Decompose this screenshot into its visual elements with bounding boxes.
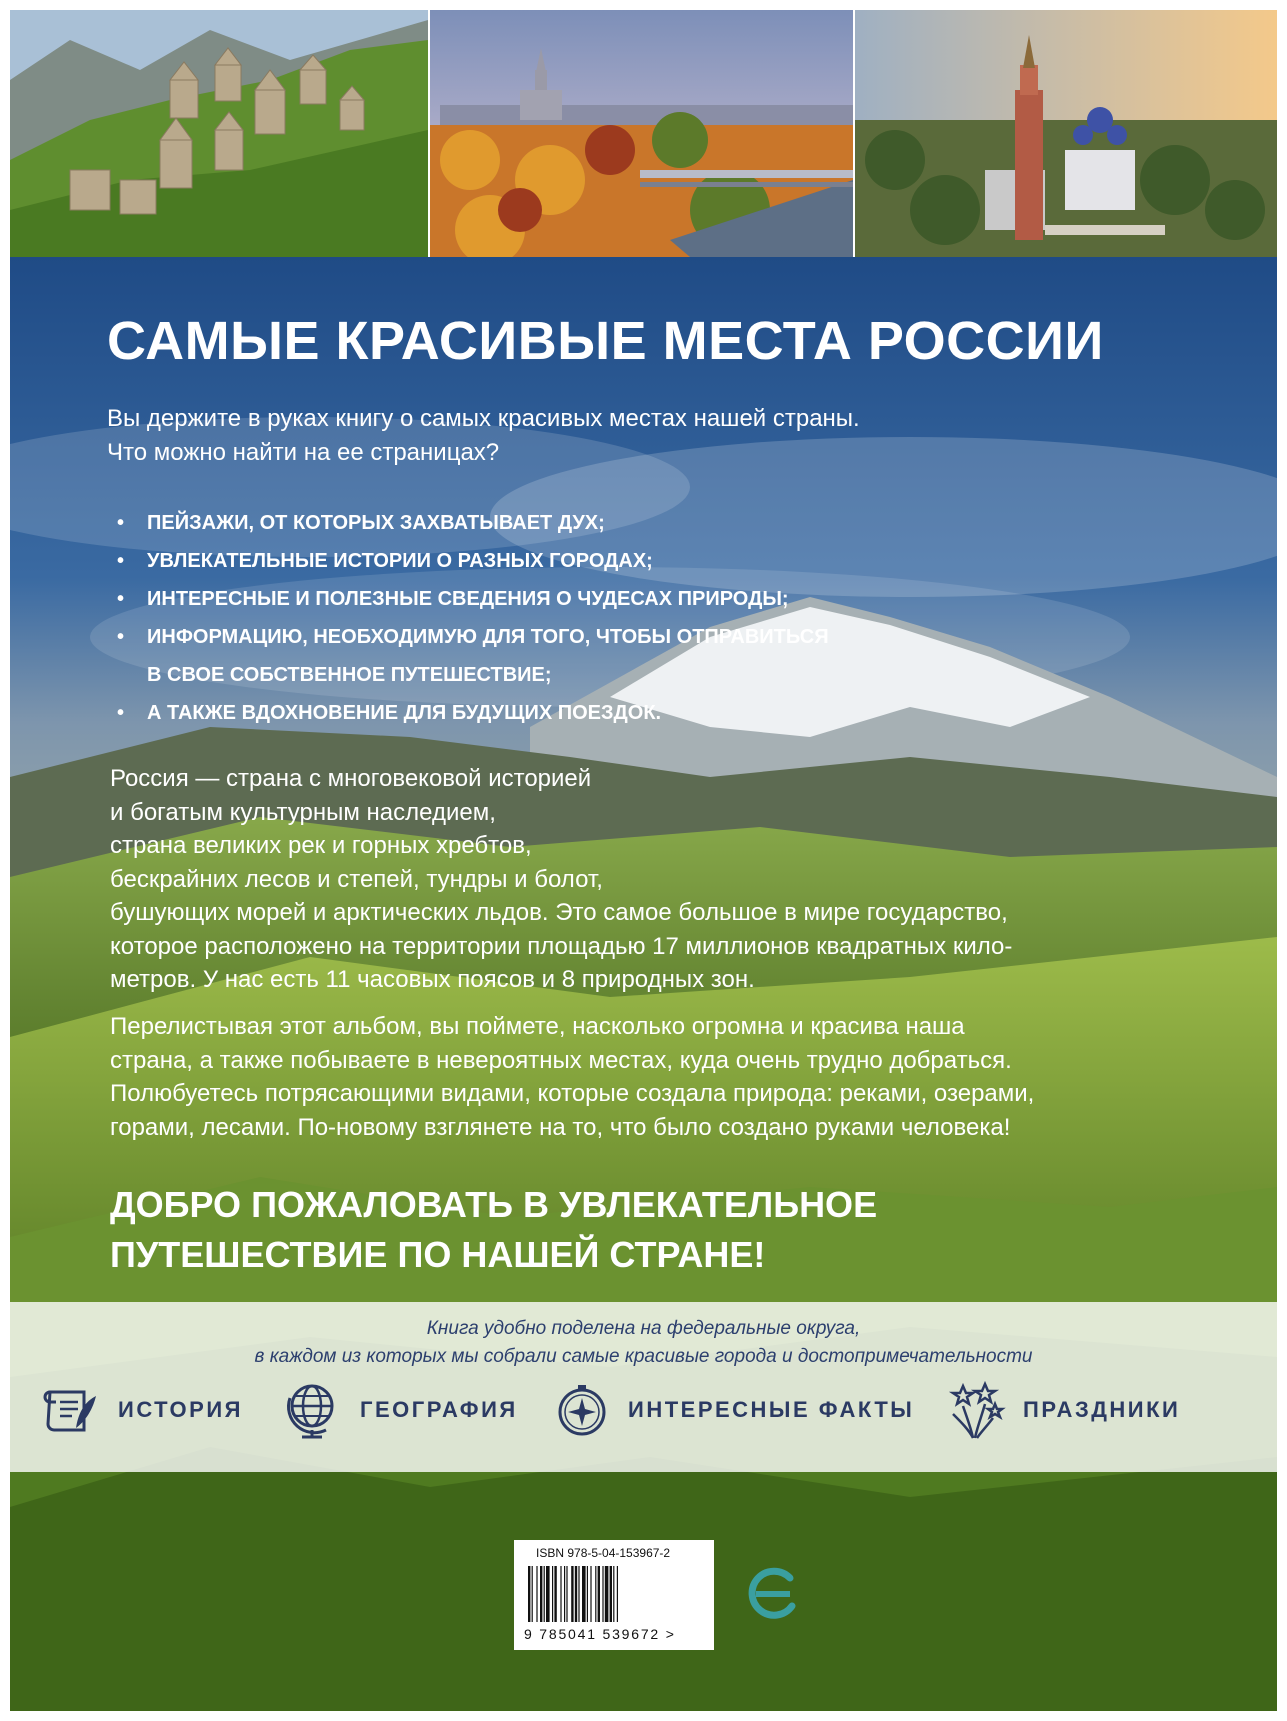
cover-title: САМЫЕ КРАСИВЫЕ МЕСТА РОССИИ (107, 311, 1104, 371)
barcode-bar (587, 1566, 588, 1622)
list-item: • ИНФОРМАЦИЮ, НЕОБХОДИМУЮ ДЛЯ ТОГО, ЧТОБЫ ОТПРАВИТЬСЯ В СВОЕ СОБСТВЕННОЕ ПУТЕШЕСТВИЕ; (107, 618, 1107, 694)
barcode-bar (582, 1566, 586, 1622)
category-history (40, 1375, 243, 1445)
category-label: ПРАЗДНИКИ (1023, 1397, 1181, 1422)
intro-line: Вы держите в руках книгу о самых красивых местах нашей страны. (107, 405, 860, 432)
paragraph-russia (110, 762, 1170, 997)
barcode-bar (532, 1566, 533, 1622)
barcode-bars (528, 1566, 700, 1622)
barcode-bar (617, 1566, 618, 1622)
category-geography (282, 1375, 518, 1445)
paragraph-line: страна великих рек и горных хребтов, (110, 832, 532, 859)
eksmo-logo-icon (742, 1558, 802, 1630)
barcode-bar (546, 1566, 550, 1622)
barcode-bar (552, 1566, 553, 1622)
photo-moscow-autumn (430, 10, 853, 257)
barcode-bar (564, 1566, 565, 1622)
compass-icon (550, 1378, 614, 1442)
paragraph-line: бушующих морей и арктических льдов. Это самое большое в мире государство, (110, 899, 1008, 926)
intro-text (107, 402, 1007, 470)
barcode-bar (605, 1566, 609, 1622)
paragraph-line: бескрайних лесов и степей, тундры и болот, (110, 865, 603, 893)
paragraph-album (110, 1010, 1170, 1144)
fireworks-icon (945, 1378, 1009, 1442)
paragraph-line: Россия — страна с многовековой историей (110, 765, 592, 792)
barcode-bar (575, 1566, 577, 1622)
feature-list (107, 504, 1107, 732)
barcode-digits: 9 785041 539672 > (524, 1626, 676, 1642)
paragraph-line: страна, а также побываете в невероятных местах, куда очень трудно добраться. (110, 1046, 1012, 1074)
barcode-bar (554, 1566, 556, 1622)
book-back-cover (10, 10, 1277, 1711)
bullet-dot: • (117, 588, 125, 610)
barcode-bar (560, 1566, 561, 1622)
barcode-bar (540, 1566, 542, 1622)
paragraph-line: метров. У нас есть 11 часовых поясов и 8 природных зон. (110, 966, 755, 993)
welcome-line: ДОБРО ПОЖАЛОВАТЬ В УВЛЕКАТЕЛЬНОЕ (110, 1184, 878, 1225)
intro-line: Что можно найти на ее страницах? (107, 439, 500, 466)
barcode-bar (602, 1566, 603, 1622)
barcode-bar (598, 1566, 600, 1622)
barcode-bar (566, 1566, 567, 1622)
paragraph-line: и богатым культурным наследием, (110, 798, 496, 826)
paragraph-line: горами, лесами. По-новому взглянете на то, что было создано руками человека! (110, 1113, 1011, 1141)
list-item: • ПЕЙЗАЖИ, ОТ КОТОРЫХ ЗАХВАТЫВАЕТ ДУХ; (107, 504, 1107, 542)
list-item: • А ТАКЖЕ ВДОХНОВЕНИЕ ДЛЯ БУДУЩИХ ПОЕЗДОК. (107, 694, 1107, 732)
bullet-dot: • (117, 702, 125, 724)
category-label: ИНТЕРЕСНЫЕ ФАКТЫ (628, 1397, 915, 1422)
note-line: Книга удобно поделена на федеральные округа, (426, 1318, 861, 1339)
barcode-bar (595, 1566, 596, 1622)
welcome-heading (110, 1180, 877, 1280)
barcode-bar (590, 1566, 591, 1622)
list-item: • УВЛЕКАТЕЛЬНЫЕ ИСТОРИИ О РАЗНЫХ ГОРОДАХ; (107, 542, 1107, 580)
scroll-quill-icon (40, 1378, 104, 1442)
globe-icon (282, 1378, 346, 1442)
barcode-bar (578, 1566, 579, 1622)
band-note (10, 1315, 1277, 1371)
barcode-bar (613, 1566, 614, 1622)
paragraph-line: Перелистывая этот альбом, вы поймете, насколько огромна и красива наша (110, 1013, 965, 1040)
bullet-dot: • (117, 550, 125, 572)
photo-monastery-sunrise (855, 10, 1277, 257)
category-label: ИСТОРИЯ (118, 1397, 243, 1422)
barcode-bar (528, 1566, 530, 1622)
barcode-bar (610, 1566, 612, 1622)
isbn-label: ISBN 978-5-04-153967-2 (536, 1546, 671, 1560)
list-item: • ИНТЕРЕСНЫЕ И ПОЛЕЗНЫЕ СВЕДЕНИЯ О ЧУДЕСАХ ПРИРОДЫ; (107, 580, 1107, 618)
category-label: ГЕОГРАФИЯ (360, 1397, 518, 1422)
photo-mountain-village (10, 10, 428, 257)
bullet-dot: • (117, 512, 125, 534)
welcome-line: ПУТЕШЕСТВИЕ ПО НАШЕЙ СТРАНЕ! (110, 1234, 766, 1275)
barcode-bar (571, 1566, 573, 1622)
note-line: в каждом из которых мы собрали самые красивые города и достопримечательности (254, 1346, 1033, 1367)
category-interesting-facts (550, 1375, 914, 1445)
barcode-bar (544, 1566, 545, 1622)
paragraph-line: которое расположено на территории площадью 17 миллионов квадратных кило- (110, 932, 1013, 960)
barcode-bar (536, 1566, 537, 1622)
bullet-dot: • (117, 626, 125, 648)
paragraph-line: Полюбуетесь потрясающими видами, которые создала природа: реками, озерами, (110, 1080, 1035, 1107)
isbn-barcode (514, 1540, 714, 1650)
category-holidays (945, 1375, 1180, 1445)
